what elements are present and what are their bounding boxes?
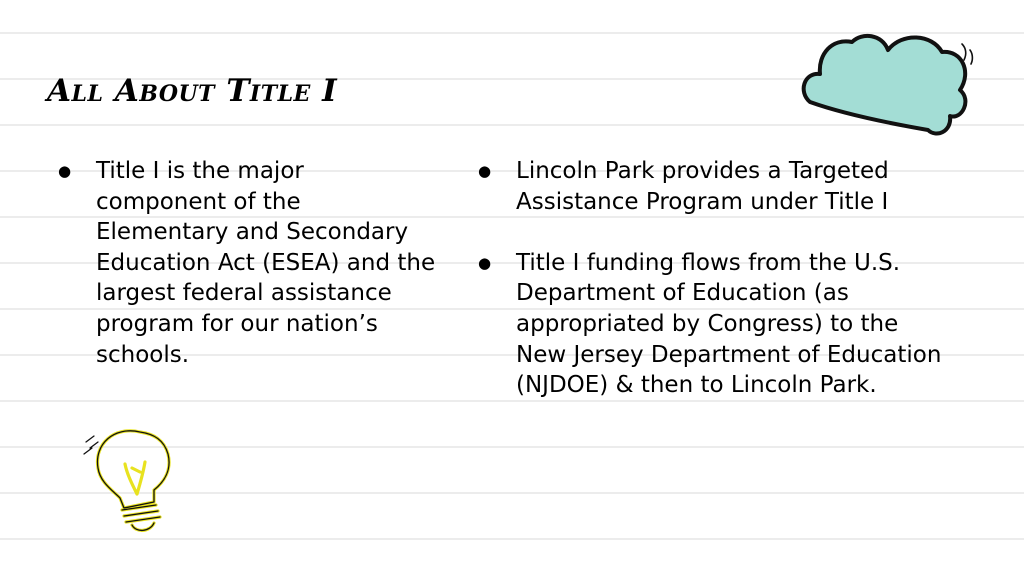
bullet-item bbox=[58, 156, 438, 370]
left-bullet-list bbox=[58, 156, 438, 370]
bullet-marker: ● bbox=[58, 162, 72, 180]
lightbulb-doodle-icon bbox=[80, 428, 190, 540]
right-bullet-list bbox=[478, 156, 948, 401]
bullet-item bbox=[478, 248, 948, 401]
slide-title: All About Title I bbox=[47, 73, 338, 109]
bullet-text: Title I is the major component of the Elementary and Secondary Education Act (ESEA) and the largest federal assistance program for our nation’s schools. bbox=[96, 158, 436, 368]
bullet-item bbox=[478, 156, 948, 217]
bullet-marker: ● bbox=[478, 253, 492, 272]
bullet-text: Title I funding flows from the U.S. Department of Education (as appropriated by Congress) to the New Jersey Department of Education (NJDOE) & then to Lincoln Park. bbox=[516, 249, 942, 399]
bullet-text: Lincoln Park provides a Targeted Assistance Program under Title I bbox=[516, 158, 889, 215]
cloud-doodle-icon bbox=[790, 30, 990, 150]
bullet-marker: ● bbox=[478, 162, 492, 180]
